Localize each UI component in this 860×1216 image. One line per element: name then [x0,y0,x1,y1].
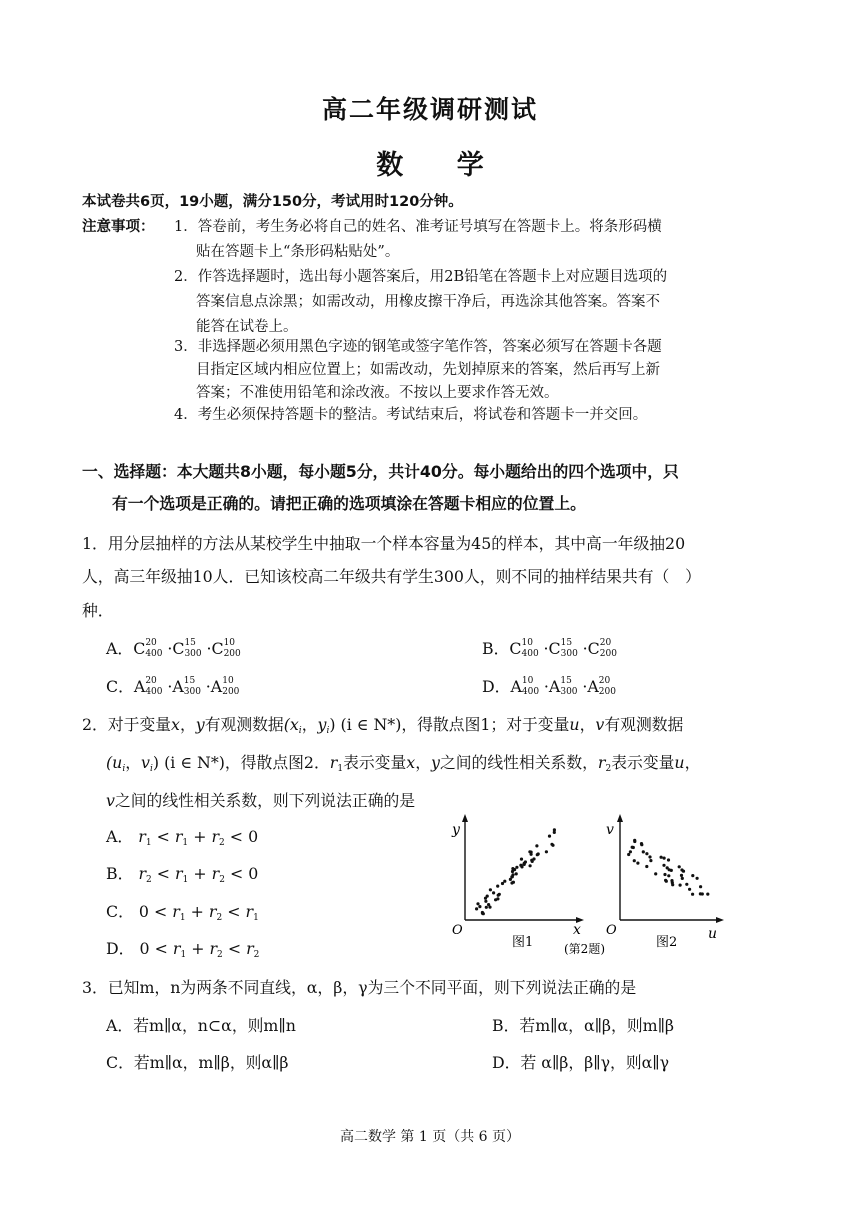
scatter-point [515,872,518,875]
scatter-point [667,858,670,861]
q1-stem-end: 种． [82,601,114,620]
scatter-point [550,843,553,846]
scatter-point [553,831,556,834]
q2-option-a: A． $r_1 < r_1 + r_2 < 0$ [106,827,259,848]
scatter-plot-1 [451,814,584,950]
scatter-point [530,853,533,856]
scatter-point [706,893,709,896]
scatter-point [654,872,657,875]
scatter-point [475,907,478,910]
scatter-point [663,873,666,876]
scatter-point [487,903,490,906]
scatter-point [545,850,548,853]
scatter-point [688,888,691,891]
scatter-point [691,874,694,877]
note-line: 答案；不准使用铅笔和涂改液。不按以上要求作答无效。 [196,385,559,401]
scatter-point [485,906,488,909]
scatter-point [678,865,681,868]
scatter-point [682,870,685,873]
figure-1-label: 图1 [512,935,534,950]
scatter-point [631,846,634,849]
scatter-point [691,893,694,896]
scatter-point [633,859,636,862]
scatter-point [649,859,652,862]
note-line: 1．答卷前，考生务必将自己的姓名、准考证号填写在答题卡上。将条形码横 [174,219,662,235]
q3-option-d: D．若 α∥β，β∥γ，则α∥γ [492,1053,670,1072]
scatter-point [627,853,630,856]
note-line: 答案信息点涂黑；如需改动，用橡皮擦干净后，再选涂其他答案。答案不 [196,294,660,310]
axis-label-x: x [573,922,581,938]
note-line: 2．作答选择题时，选出每小题答案后，用2B铅笔在答题卡上对应题目选项的 [174,269,668,285]
q3-option-c: C．若m∥α，m∥β，则α∥β [106,1053,289,1072]
scatter-point [640,842,643,845]
scatter-point [523,863,526,866]
scatter-point [511,873,514,876]
q1-option-c: C．A 20 400 ·A 15 300 ·A 10 200 [106,676,240,697]
scatter-point [645,852,648,855]
scatter-point [501,882,504,885]
scatter-point [482,912,485,915]
scatter-point [484,900,487,903]
scatter-point [696,877,699,880]
scatter-point [486,895,489,898]
origin-label: O [452,923,463,938]
scatter-point [519,864,522,867]
note-line: 3．非选择题必须用黑色字迹的钢笔或签字笔作答，答案必须写在答题卡各题 [174,339,662,355]
scatter-point [489,888,492,891]
subject-title: 数 学 [376,150,506,181]
q2-option-d: D． $0 < r_1 + r_2 < r_2$ [106,939,260,960]
q1-option-b: B．C 10 400 ·C 15 300 ·C 20 200 [482,638,617,659]
scatter-point [633,840,636,843]
scatter-point [529,864,532,867]
q2-option-c: C． $0 < r_1 + r_2 < r_1$ [106,902,259,923]
intro-text: 本试卷共6页，19小题，满分150分，考试用时120分钟。 [82,194,463,210]
scatter-point [662,864,665,867]
note-line: 能答在试卷上。 [196,319,298,335]
axis-label-u: u [708,926,718,942]
scatter-point [535,844,538,847]
scatter-point [496,897,499,900]
origin-label: O [606,923,617,938]
scatter-point [515,866,518,869]
axis-label-v: v [606,822,614,838]
scatter-point [681,877,684,880]
scatter-point [679,884,682,887]
scatter-point [663,857,666,860]
scatter-point [699,885,702,888]
note-line: 4．考生必须保持答题卡的整洁。考试结束后，将试卷和答题卡一并交回。 [174,407,648,423]
scatter-point [642,850,645,853]
scatter-point [648,855,651,858]
scatter-point [511,867,514,870]
q2-option-b: B． $r_2 < r_1 + r_2 < 0$ [106,864,259,885]
scatter-point [536,853,539,856]
scatter-plot-2 [606,814,724,950]
scatter-point [496,885,499,888]
q3-stem: 3．已知m，n为两条不同直线，α，β，γ为三个不同平面，则下列说法正确的是 [82,978,637,997]
scatter-point [685,883,688,886]
note-line: 目指定区域内相应位置上；如需改动，先划掉原来的答案，然后再写上新 [196,362,660,378]
q3-option-a: A．若m∥α，n⊂α，则m∥n [106,1016,296,1035]
note-line: 贴在答题卡上“条形码粘贴处”。 [196,244,400,260]
q3-option-b: B．若m∥α，α∥β，则m∥β [492,1016,675,1035]
figure-caption: (第2题) [564,942,605,956]
scatter-figures [440,810,740,960]
scatter-point [478,905,481,908]
exam-title: 高二年级调研测试 [321,95,538,124]
scatter-point [520,858,523,861]
scatter-point [532,857,535,860]
scatter-point [671,883,674,886]
figure-2-label: 图2 [656,935,678,950]
scatter-point [680,874,683,877]
notes-label: 注意事项： [82,219,155,235]
scatter-point [629,850,632,853]
scatter-point [645,865,648,868]
scatter-point [476,902,479,905]
section-heading: 一、选择题：本大题共8小题，每小题5分，共计40分。每小题给出的四个选项中，只 [82,462,679,481]
scatter-point [699,892,702,895]
q1-option-d: D．A 10 400 ·A 15 300 ·A 20 200 [482,676,616,697]
scatter-point [497,894,500,897]
scatter-point [548,835,551,838]
q1-stem: 1．用分层抽样的方法从某校学生中抽取一个样本容量为45的样本，其中高一年级抽20 [82,534,686,553]
scatter-point [668,868,671,871]
q2-stem-cont: ($u_i$，$v_i$) (i ∈ N*)，得散点图2．$r_1$表示变量x，y之间的线性相关系数，$r_2$表示变量u， [106,753,701,774]
scatter-point [492,891,495,894]
q1-stem-cont: 人，高三年级抽10人．已知该校高二年级共有学生300人，则不同的抽样结果共有（ ） [82,567,701,586]
section-heading-cont: 有一个选项是正确的。请把正确的选项填涂在答题卡相应的位置上。 [112,494,586,513]
scatter-point [503,880,506,883]
q1-option-a: A．C 20 400 ·C 15 300 ·C 10 200 [106,638,241,659]
q2-stem: 2．对于变量x，y有观测数据($x_i$，$y_i$) (i ∈ N*)，得散点图1；对于变量u，v有观测数据 [82,715,684,736]
scatter-point [512,881,515,884]
axis-label-y: y [452,822,460,838]
scatter-point [660,856,663,859]
scatter-point [636,862,639,865]
scatter-point [667,874,670,877]
page-footer: 高二数学 第 1 页（共 6 页） [339,1129,521,1145]
scatter-point [665,880,668,883]
q2-stem-end: v之间的线性相关系数，则下列说法正确的是 [106,791,416,810]
